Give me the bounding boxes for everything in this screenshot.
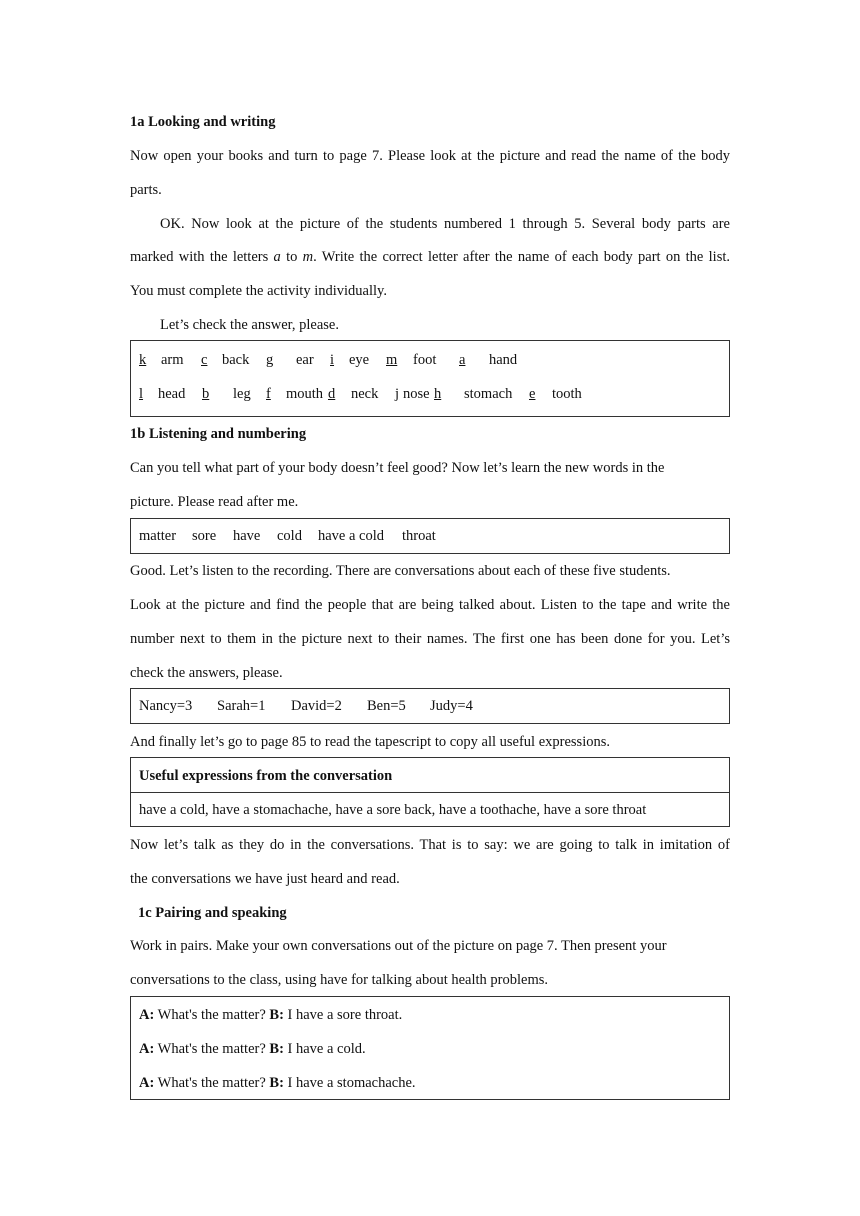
answer-letter: f [266, 386, 271, 402]
answer-letter: a [459, 352, 466, 368]
dialogue-line: A: What's the matter? B: I have a cold. [139, 1041, 366, 1057]
answer-word: arm [161, 352, 184, 368]
answer-word: ear [296, 352, 314, 368]
paragraph-line: OK. Now look at the picture of the students numbered 1 through 5. Several body parts are [160, 216, 730, 232]
answer-word: stomach [464, 386, 513, 402]
paragraph-line: Look at the picture and find the people that are being talked about. Listen to the tape and write the [130, 597, 730, 613]
dialogue-box [130, 996, 730, 1100]
vocab-word: have a cold [318, 528, 385, 544]
answer-word: hand [489, 352, 518, 368]
answer-word: tooth [552, 386, 582, 402]
results-box [130, 688, 730, 724]
section-heading-1b: 1b Listening and numbering [130, 426, 307, 442]
answer-word: eye [349, 352, 370, 368]
result-item: David=2 [291, 698, 342, 714]
result-item: Nancy=3 [139, 698, 193, 714]
answer-word: nose [403, 386, 430, 402]
answer-word: leg [233, 386, 251, 402]
section-heading-1a: 1a Looking and writing [130, 114, 276, 130]
paragraph-line: parts. [130, 182, 162, 198]
answer-letter: d [328, 386, 336, 402]
paragraph-line: Let’s check the answer, please. [160, 317, 339, 333]
answer-letter: g [266, 352, 274, 368]
paragraph-line: check the answers, please. [130, 665, 283, 681]
vocab-word: throat [402, 528, 436, 544]
answer-letter: b [202, 386, 210, 402]
vocabulary-box [130, 518, 730, 554]
answer-word: foot [413, 352, 437, 368]
paragraph-line: conversations to the class, using have for talking about health problems. [130, 972, 548, 988]
expressions-table-body: have a cold, have a stomachache, have a sore back, have a toothache, have a sore throat [139, 802, 647, 818]
section-heading-1c: 1c Pairing and speaking [138, 905, 287, 921]
vocab-word: sore [192, 528, 217, 544]
vocab-word: have [233, 528, 261, 544]
answer-word: neck [351, 386, 379, 402]
paragraph-line: number next to them in the picture next to their names. The first one has been done for you. Let’s [130, 631, 730, 647]
answer-word: mouth [286, 386, 324, 402]
result-item: Sarah=1 [217, 698, 266, 714]
vocab-word: matter [139, 528, 177, 544]
answer-word: back [222, 352, 250, 368]
paragraph-line: Work in pairs. Make your own conversations out of the picture on page 7. Then present your [130, 938, 667, 954]
paragraph-line: You must complete the activity individually. [130, 283, 387, 299]
answer-letter: l [139, 386, 144, 402]
table-divider [131, 792, 729, 793]
dialogue-line: A: What's the matter? B: I have a stomachache. [139, 1075, 416, 1091]
result-item: Judy=4 [430, 698, 473, 714]
paragraph-line: Now let’s talk as they do in the conversations. That is to say: we are going to talk in imitation of [130, 837, 730, 853]
paragraph-line: the conversations we have just heard and read. [130, 871, 400, 887]
dialogue-line: A: What's the matter? B: I have a sore throat. [139, 1007, 403, 1023]
expressions-table-header: Useful expressions from the conversation [139, 768, 393, 784]
expressions-table [130, 757, 730, 827]
answer-word: head [158, 386, 186, 402]
answer-letter: c [201, 352, 208, 368]
answer-letter: j [395, 386, 400, 402]
answer-letter: i [330, 352, 335, 368]
answer-letter: e [529, 386, 536, 402]
paragraph-line: Now open your books and turn to page 7. Please look at the picture and read the name of the body [130, 148, 730, 164]
paragraph-line: Can you tell what part of your body doesn’t feel good? Now let’s learn the new words in the [130, 460, 665, 476]
paragraph-line: And finally let’s go to page 85 to read the tapescript to copy all useful expressions. [130, 734, 610, 750]
answer-box [130, 340, 730, 417]
vocab-word: cold [277, 528, 302, 544]
paragraph-line: marked with the letters a to m. Write the correct letter after the name of each body part on the list. [130, 249, 730, 265]
answer-letter: k [139, 352, 147, 368]
answer-letter: m [386, 352, 398, 368]
paragraph-line: Good. Let’s listen to the recording. There are conversations about each of these five students. [130, 563, 671, 579]
paragraph-line: picture. Please read after me. [130, 494, 299, 510]
answer-letter: h [434, 386, 442, 402]
result-item: Ben=5 [367, 698, 406, 714]
